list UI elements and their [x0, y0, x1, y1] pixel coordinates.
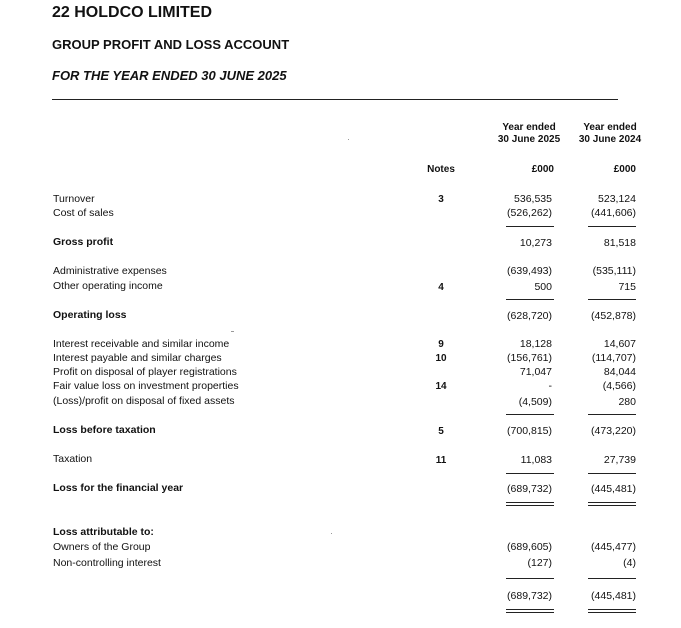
row-label-nci: Non-controlling interest	[53, 557, 161, 569]
statement-title: GROUP PROFIT AND LOSS ACCOUNT	[52, 37, 290, 52]
row-label-admin-expenses: Administrative expenses	[53, 265, 167, 277]
row-label-interest-payable: Interest payable and similar charges	[53, 352, 222, 364]
scan-speck	[348, 139, 349, 140]
value-2025-nci: (127)	[527, 557, 552, 569]
column-header-2024-line1: Year ended	[583, 122, 637, 133]
row-note-loss-before-tax: 5	[438, 426, 444, 437]
value-2025-disposal-fixed-assets: (4,509)	[518, 396, 552, 408]
value-2024-nci: (4)	[623, 557, 636, 569]
row-label-fair-value-loss: Fair value loss on investment properties	[53, 380, 239, 392]
unit-label-2025: £000	[531, 164, 554, 175]
value-2025-operating-loss: (628,720)	[507, 310, 552, 322]
row-label-interest-receivable: Interest receivable and similar income	[53, 338, 230, 350]
section-heading-attributable: Loss attributable to:	[53, 526, 154, 538]
total-double-rule-2025	[506, 502, 554, 503]
row-note-turnover: 3	[438, 194, 444, 205]
value-2025-other-operating-income: 500	[534, 281, 552, 293]
value-2024-total-attributable: (445,481)	[591, 590, 636, 602]
column-header-2024	[568, 122, 652, 146]
row-note-interest-payable: 10	[435, 353, 447, 364]
total-double-rule-2025	[506, 612, 554, 613]
value-2024-fair-value-loss: (4,566)	[602, 380, 636, 392]
total-double-rule-2024	[588, 505, 636, 506]
row-label-owners: Owners of the Group	[53, 541, 151, 553]
value-2025-player-registrations: 71,047	[519, 366, 552, 378]
row-label-cost-of-sales: Cost of sales	[53, 207, 114, 219]
value-2024-operating-loss: (452,878)	[591, 310, 636, 322]
value-2025-turnover: 536,535	[514, 193, 552, 205]
subtotal-rule-2025	[506, 473, 554, 474]
column-header-2025-line2: 30 June 2025	[497, 134, 561, 145]
value-2025-loss-before-tax: (700,815)	[507, 425, 552, 437]
value-2025-interest-receivable: 18,128	[519, 338, 552, 350]
value-2024-loss-before-tax: (473,220)	[591, 425, 636, 437]
row-label-loss-before-tax: Loss before taxation	[53, 424, 156, 436]
subtotal-rule-2025	[506, 414, 554, 415]
row-label-other-operating-income: Other operating income	[53, 280, 163, 292]
value-2024-gross-profit: 81,518	[603, 237, 636, 249]
value-2025-loss-for-year: (689,732)	[507, 483, 552, 495]
total-double-rule-2025	[506, 609, 554, 610]
subtotal-rule-2025	[506, 578, 554, 579]
unit-label-2024: £000	[613, 164, 636, 175]
value-2025-cost-of-sales: (526,262)	[507, 207, 552, 219]
value-2025-admin-expenses: (639,493)	[507, 265, 552, 277]
row-label-player-registrations: Profit on disposal of player registrations	[53, 366, 237, 378]
total-double-rule-2024	[588, 502, 636, 503]
total-double-rule-2025	[506, 505, 554, 506]
row-note-interest-receivable: 9	[438, 339, 444, 350]
column-header-2024-line2: 30 June 2024	[578, 134, 642, 145]
statement-period: FOR THE YEAR ENDED 30 JUNE 2025	[52, 68, 287, 83]
value-2024-disposal-fixed-assets: 280	[618, 396, 636, 408]
value-2025-owners: (689,605)	[507, 541, 552, 553]
company-name: 22 HOLDCO LIMITED	[52, 4, 213, 21]
value-2025-interest-payable: (156,761)	[507, 352, 552, 364]
subtotal-rule-2024	[588, 473, 636, 474]
subtotal-rule-2024	[588, 578, 636, 579]
scan-speck	[231, 331, 234, 332]
value-2024-interest-receivable: 14,607	[603, 338, 636, 350]
value-2025-total-attributable: (689,732)	[507, 590, 552, 602]
value-2024-cost-of-sales: (441,606)	[591, 207, 636, 219]
scan-speck	[331, 533, 332, 534]
row-label-loss-for-year: Loss for the financial year	[53, 482, 184, 494]
value-2024-other-operating-income: 715	[618, 281, 636, 293]
row-label-gross-profit: Gross profit	[53, 236, 114, 248]
total-double-rule-2024	[588, 612, 636, 613]
value-2024-interest-payable: (114,707)	[591, 352, 636, 364]
value-2024-admin-expenses: (535,111)	[592, 265, 636, 277]
row-label-taxation: Taxation	[53, 453, 93, 465]
value-2024-turnover: 523,124	[598, 193, 636, 205]
column-header-2025-line1: Year ended	[502, 122, 556, 133]
column-header-2025	[486, 122, 572, 146]
row-note-fair-value-loss: 14	[435, 381, 447, 392]
total-double-rule-2024	[588, 609, 636, 610]
value-2025-taxation: 11,083	[520, 454, 552, 466]
value-2024-owners: (445,477)	[591, 541, 636, 553]
notes-column-header: Notes	[427, 164, 455, 175]
subtotal-rule-2024	[588, 299, 636, 300]
row-note-other-operating-income: 4	[438, 282, 444, 293]
value-2025-fair-value-loss: -	[548, 380, 552, 392]
subtotal-rule-2025	[506, 299, 554, 300]
header-divider	[52, 99, 618, 100]
subtotal-rule-2024	[588, 414, 636, 415]
subtotal-rule-2025	[506, 226, 554, 227]
row-note-taxation: 11	[435, 455, 447, 466]
subtotal-rule-2024	[588, 226, 636, 227]
row-label-operating-loss: Operating loss	[53, 309, 127, 321]
value-2024-player-registrations: 84,044	[603, 366, 636, 378]
value-2024-loss-for-year: (445,481)	[591, 483, 636, 495]
value-2024-taxation: 27,739	[603, 454, 636, 466]
row-label-turnover: Turnover	[53, 193, 95, 205]
row-label-disposal-fixed-assets: (Loss)/profit on disposal of fixed assets	[53, 395, 235, 407]
value-2025-gross-profit: 10,273	[519, 237, 552, 249]
